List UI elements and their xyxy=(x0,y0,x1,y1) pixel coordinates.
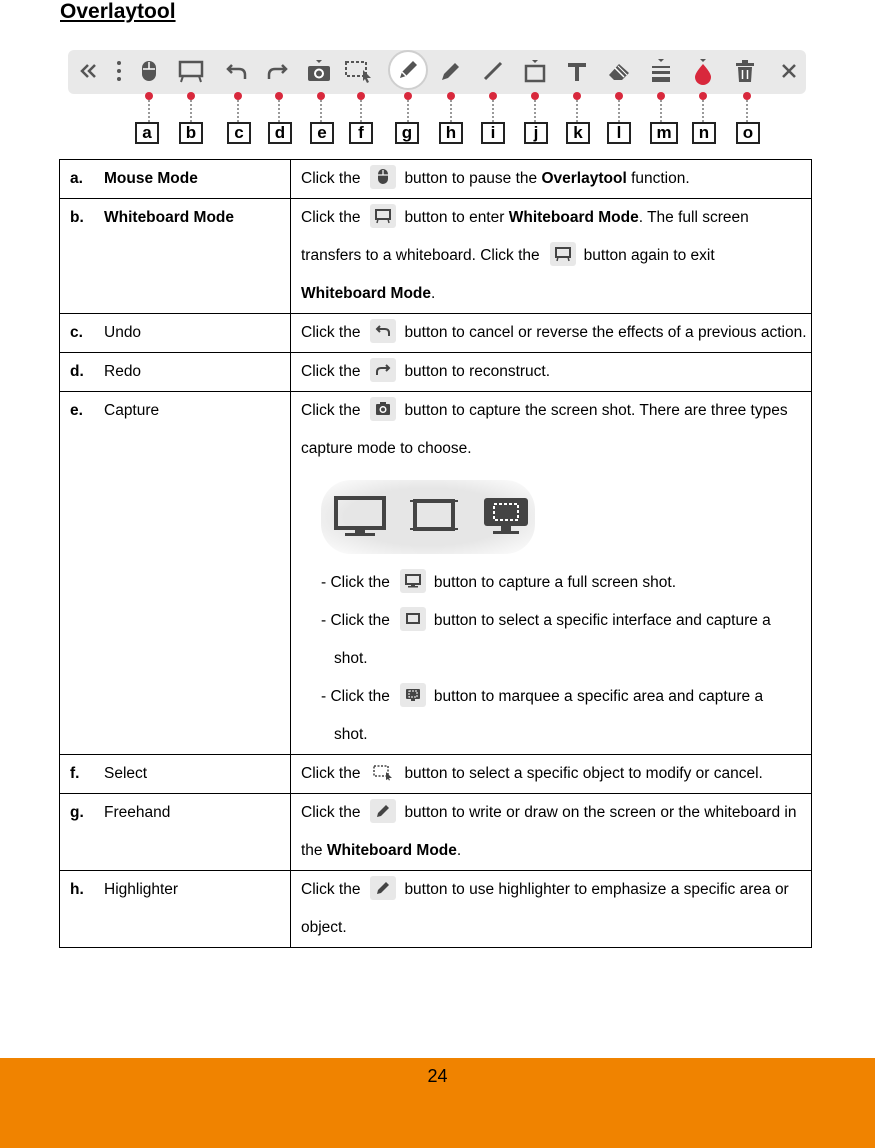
mouse-icon xyxy=(132,56,166,86)
row-label: g. Freehand xyxy=(60,794,291,871)
letter-label: n xyxy=(692,122,716,144)
letter-label: d xyxy=(268,122,292,144)
row-label: h. Highlighter xyxy=(60,871,291,948)
letter-label: f xyxy=(349,122,373,144)
capture-mode-item: - Click the button to marquee a specific area and capture a xyxy=(301,678,807,716)
letter-label: b xyxy=(179,122,203,144)
letter-label: l xyxy=(607,122,631,144)
table-row xyxy=(60,353,812,392)
letter-label: j xyxy=(524,122,548,144)
capture-mode-continuation: shot. xyxy=(334,726,368,743)
undo-icon xyxy=(370,319,396,343)
row-description: Click the button to write or draw on the screen or the whiteboard in the Whiteboard Mode. xyxy=(291,794,812,871)
table-row xyxy=(60,392,812,755)
interface-capture-icon xyxy=(400,607,426,631)
undo-icon xyxy=(220,56,254,86)
letter-label: o xyxy=(736,122,760,144)
highlighter-icon xyxy=(434,56,468,86)
row-label: f. Select xyxy=(60,755,291,794)
letter-label: k xyxy=(566,122,590,144)
table-row xyxy=(60,199,812,314)
color-icon xyxy=(686,56,720,86)
whiteboard-icon xyxy=(370,204,396,228)
collapse-icon xyxy=(72,56,106,86)
row-description: Click the button to capture the screen shot. There are three types capture mode to choose. - Click the button to capture a full screen shot. - Click the button to select a specific interface and capture a shot. - Click the button to marquee a specific area and capture a shot. xyxy=(291,392,812,755)
whiteboard-icon xyxy=(550,242,576,266)
pen-icon xyxy=(388,50,428,90)
camera-icon xyxy=(302,56,336,86)
line-width-icon xyxy=(644,56,678,86)
full-screen-capture-icon xyxy=(400,569,426,593)
letter-label: a xyxy=(135,122,159,144)
full-screen-capture-icon xyxy=(333,495,387,539)
highlighter-icon xyxy=(370,876,396,900)
capture-mode-continuation: shot. xyxy=(334,650,368,667)
row-description: Click the button to use highlighter to emphasize a specific area or object. xyxy=(291,871,812,948)
toolbar-figure xyxy=(62,46,814,150)
rectangle-icon xyxy=(518,56,552,86)
marquee-capture-icon xyxy=(400,683,426,707)
trash-icon xyxy=(728,56,762,86)
camera-icon xyxy=(370,397,396,421)
feature-table xyxy=(59,159,812,948)
whiteboard-icon xyxy=(174,56,208,86)
row-description: Click the button to enter Whiteboard Mode. The full screen transfers to a whiteboard. Click the button again to exit Whiteboard Mode. xyxy=(291,199,812,314)
page-number: 24 xyxy=(427,1066,448,1086)
marquee-capture-icon xyxy=(481,495,531,539)
table-row xyxy=(60,160,812,199)
row-label: e. Capture xyxy=(60,392,291,755)
redo-icon xyxy=(260,56,294,86)
close-icon xyxy=(772,56,806,86)
row-label: d. Redo xyxy=(60,353,291,392)
interface-capture-icon xyxy=(409,495,459,539)
select-icon xyxy=(342,56,376,86)
eraser-icon xyxy=(602,56,636,86)
letter-label: m xyxy=(650,122,678,144)
letter-label: i xyxy=(481,122,505,144)
select-icon xyxy=(370,760,396,784)
letter-label: c xyxy=(227,122,251,144)
capture-modes-image xyxy=(321,480,535,554)
table-row xyxy=(60,755,812,794)
row-description: Click the button to select a specific object to modify or cancel. xyxy=(291,755,812,794)
capture-mode-item: - Click the button to capture a full screen shot. xyxy=(301,564,807,602)
table-row xyxy=(60,871,812,948)
row-label: a. Mouse Mode xyxy=(60,160,291,199)
table-row xyxy=(60,794,812,871)
pen-icon xyxy=(370,799,396,823)
letter-label: h xyxy=(439,122,463,144)
more-icon xyxy=(102,56,136,86)
redo-icon xyxy=(370,358,396,382)
letter-label: g xyxy=(395,122,419,144)
letter-label: e xyxy=(310,122,334,144)
row-label: c. Undo xyxy=(60,314,291,353)
capture-mode-item: - Click the button to select a specific interface and capture a xyxy=(301,602,807,640)
row-description: Click the button to cancel or reverse the effects of a previous action. xyxy=(291,314,812,353)
mouse-icon xyxy=(370,165,396,189)
line-icon xyxy=(476,56,510,86)
text-icon xyxy=(560,56,594,86)
table-row xyxy=(60,314,812,353)
row-description: Click the button to pause the Overlaytool function. xyxy=(291,160,812,199)
row-description: Click the button to reconstruct. xyxy=(291,353,812,392)
row-label: b. Whiteboard Mode xyxy=(60,199,291,314)
page-title: Overlaytool xyxy=(60,0,176,23)
